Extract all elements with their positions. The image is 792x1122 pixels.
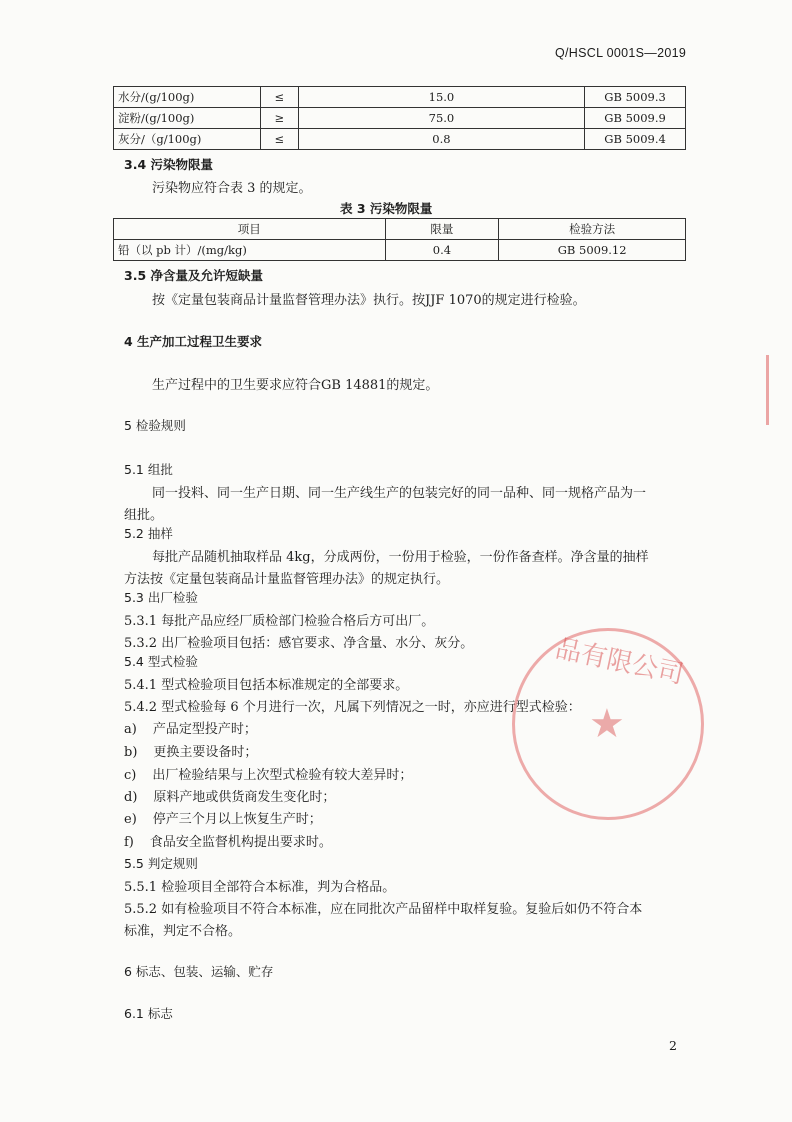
method-cell: GB 5009.9 [585,108,686,129]
method-cell: GB 5009.12 [499,240,686,261]
method-cell: GB 5009.4 [585,129,686,150]
item-cell: 铅（以 pb 计）/(mg/kg) [114,240,386,261]
section-5-3-heading: 5.3 出厂检验 [124,590,198,605]
table-row [114,240,686,261]
header-method: 检验方法 [499,219,686,240]
document-code: Q/HSCL 0001S—2019 [555,46,687,60]
table-2-tail [113,86,686,150]
section-5-1-line2: 组批。 [124,508,164,523]
list-text: 更换主要设备时； [153,745,258,760]
section-4-text: 生产过程中的卫生要求应符合GB 14881的规定。 [152,378,439,393]
list-marker: c) [124,768,137,783]
list-text: 食品安全监督机构提出要求时。 [149,835,332,850]
side-seal-mark [766,355,785,425]
section-5-5-1: 5.5.1 检验项目全部符合本标准，判为合格品。 [124,880,396,895]
list-item [124,718,257,737]
list-text: 原料产地或供货商发生变化时； [153,790,336,805]
list-item [124,831,332,850]
section-5-1-heading: 5.1 组批 [124,462,173,477]
section-5-3-2: 5.3.2 出厂检验项目包括：感官要求、净含量、水分、灰分。 [124,636,474,651]
section-5-2-heading: 5.2 抽样 [124,526,173,541]
section-6-heading: 6 标志、包装、运输、贮存 [124,964,274,979]
section-5-2-line1: 每批产品随机抽取样品 4kg，分成两份，一份用于检验，一份作备查样。净含量的抽样 [152,550,649,565]
section-3-5-text: 按《定量包装商品计量监督管理办法》执行。按JJF 1070的规定进行检验。 [152,293,586,308]
section-5-5-2-line1: 5.5.2 如有检验项目不符合本标准，应在同批次产品留样中取样复验。复验后如仍不符合本 [124,902,643,917]
section-5-4-1: 5.4.1 型式检验项目包括本标准规定的全部要求。 [124,678,409,693]
item-cell: 灰分/（g/100g) [114,129,261,150]
list-item [124,786,335,805]
table-header-row [114,219,686,240]
list-marker: d) [124,790,138,805]
section-4-heading: 4 生产加工过程卫生要求 [124,334,263,349]
section-5-2-line2: 方法按《定量包装商品计量监督管理办法》的规定执行。 [124,572,450,587]
value-cell: 75.0 [298,108,584,129]
section-5-3-1: 5.3.1 每批产品应经厂质检部门检验合格后方可出厂。 [124,614,435,629]
page-number: 2 [669,1038,677,1053]
list-item [124,808,322,827]
section-3-4-heading: 3.4 污染物限量 [124,157,213,172]
list-marker: e) [124,812,137,827]
item-cell: 淀粉/(g/100g) [114,108,261,129]
section-5-5-heading: 5.5 判定规则 [124,856,198,871]
operator-cell: ≤ [260,129,298,150]
operator-cell: ≥ [260,108,298,129]
section-6-1-heading: 6.1 标志 [124,1006,173,1021]
section-5-4-2: 5.4.2 型式检验每 6 个月进行一次，凡属下列情况之一时，亦应进行型式检验： [124,700,581,715]
table-row [114,87,686,108]
header-item: 项目 [114,219,386,240]
seal-text: 品有限公司 [552,633,687,691]
section-5-5-2-line2: 标准，判定不合格。 [124,924,242,939]
method-cell: GB 5009.3 [585,87,686,108]
value-cell: 0.8 [298,129,584,150]
company-seal [512,628,704,820]
header-limit: 限量 [385,219,499,240]
list-text: 出厂检验结果与上次型式检验有较大差异时； [152,768,413,783]
table-row [114,129,686,150]
section-3-5-heading: 3.5 净含量及允许短缺量 [124,268,263,283]
section-5-1-line1: 同一投料、同一生产日期、同一生产线生产的包装完好的同一品种、同一规格产品为一 [152,486,647,501]
value-cell: 15.0 [298,87,584,108]
list-text: 停产三个月以上恢复生产时； [152,812,322,827]
section-5-4-heading: 5.4 型式检验 [124,654,198,669]
table-3-caption: 表 3 污染物限量 [340,201,433,216]
table-3 [113,218,686,261]
star-icon: ★ [589,701,625,747]
list-text: 产品定型投产时； [152,722,257,737]
list-item [124,741,257,760]
table-row [114,108,686,129]
limit-cell: 0.4 [385,240,499,261]
section-5-heading: 5 检验规则 [124,418,186,433]
section-3-4-text: 污染物应符合表 3 的规定。 [152,181,312,196]
item-cell: 水分/(g/100g) [114,87,261,108]
list-marker: b) [124,745,138,760]
list-marker: a) [124,722,137,737]
list-item [124,764,412,783]
list-marker: f) [124,835,134,850]
operator-cell: ≤ [260,87,298,108]
